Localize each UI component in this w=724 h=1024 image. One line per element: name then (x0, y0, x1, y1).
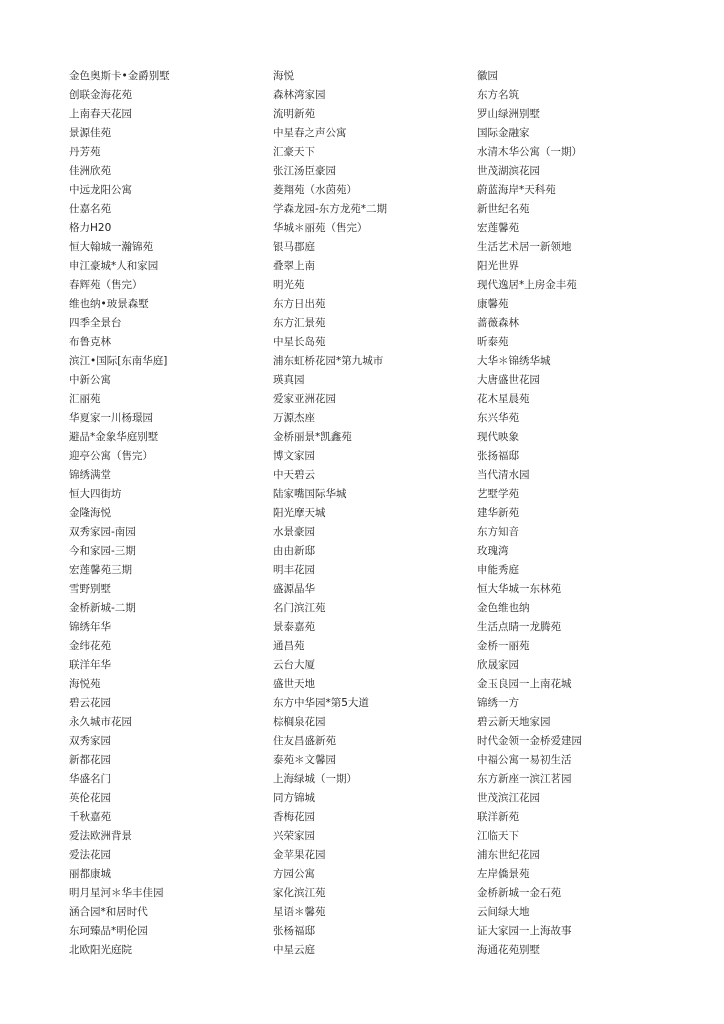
list-item: 方园公寓 (273, 868, 315, 880)
list-item: 景泰嘉苑 (273, 621, 315, 633)
list-item: 张扬福邸 (477, 450, 519, 462)
list-item: 迎亭公寓（售完） (69, 450, 153, 462)
list-item: 景源佳苑 (69, 127, 111, 139)
list-item: 江临天下 (477, 830, 519, 842)
list-item: 棕榈泉花园 (273, 716, 326, 728)
list-item: 张杨福邸 (273, 925, 315, 937)
list-item: 中星春之声公寓 (273, 127, 347, 139)
list-item: 蔷薇森林 (477, 317, 519, 329)
list-item: 大华＊锦绣华城 (477, 355, 551, 367)
list-item: 宏莲馨苑三期 (69, 564, 132, 576)
list-item: 徽园 (477, 70, 498, 82)
column-1 (69, 67, 284, 960)
list-item: 玫瑰湾 (477, 545, 509, 557)
list-item: 锦绣一方 (477, 697, 519, 709)
list-item: 同方锦城 (273, 792, 315, 804)
list-item: 泰苑＊文馨园 (273, 754, 336, 766)
list-item: 金桥丽景*凯鑫苑 (273, 431, 352, 443)
list-item: 海悦苑 (69, 678, 101, 690)
list-item: 恒大华城一东林苑 (477, 583, 561, 595)
list-item: 碧云花园 (69, 697, 111, 709)
list-item: 星语＊馨苑 (273, 906, 326, 918)
list-item: 证大家园一上海故事 (477, 925, 572, 937)
list-item: 爱法花园 (69, 849, 111, 861)
list-item: 上南春天花园 (69, 108, 132, 120)
list-item: 新都花园 (69, 754, 111, 766)
list-item: 东方名筑 (477, 89, 519, 101)
list-item: 新世纪名苑 (477, 203, 530, 215)
list-item: 水清木华公寓（一期） (477, 146, 582, 158)
list-item: 上海绿城（一期） (273, 773, 357, 785)
list-item: 香梅花园 (273, 811, 315, 823)
list-item: 昕泰苑 (477, 336, 509, 348)
list-item: 生活艺术居一新领地 (477, 241, 572, 253)
list-item: 流明新苑 (273, 108, 315, 120)
list-item: 金苹果花园 (273, 849, 326, 861)
list-item: 中新公寓 (69, 374, 111, 386)
list-item: 陆家嘴国际华城 (273, 488, 347, 500)
list-item: 世茂湖滨花园 (477, 165, 540, 177)
list-item: 东方知音 (477, 526, 519, 538)
list-item: 海悦 (273, 70, 294, 82)
list-item: 东珂臻品*明伦园 (69, 925, 148, 937)
list-item: 金桥一丽苑 (477, 640, 530, 652)
list-item: 中星长岛苑 (273, 336, 326, 348)
list-item: 东方新座一滨江茗园 (477, 773, 572, 785)
list-item: 恒大四街坊 (69, 488, 122, 500)
list-item: 四季全景台 (69, 317, 122, 329)
list-item: 中福公寓一易初生活 (477, 754, 572, 766)
list-item: 森林湾家园 (273, 89, 326, 101)
list-item: 叠翠上南 (273, 260, 315, 272)
list-item: 雪野别墅 (69, 583, 111, 595)
list-item: 蔚蓝海岸*天科苑 (477, 184, 556, 196)
list-item: 水景豪园 (273, 526, 315, 538)
list-item: 金隆海悦 (69, 507, 111, 519)
list-item: 避品*金象华庭别墅 (69, 431, 159, 443)
list-item: 格力H20 (69, 222, 112, 234)
list-item: 永久城市花园 (69, 716, 132, 728)
list-item: 世茂滨江花园 (477, 792, 540, 804)
list-item: 兴荣家园 (273, 830, 315, 842)
column-3 (477, 67, 692, 960)
list-item: 由由新邸 (273, 545, 315, 557)
list-item: 左岸僑景苑 (477, 868, 530, 880)
list-item: 当代清水园 (477, 469, 530, 481)
list-item: 国际金融家 (477, 127, 530, 139)
list-item: 时代金领一金桥爱建园 (477, 735, 582, 747)
column-2 (273, 67, 488, 960)
list-item: 汇丽苑 (69, 393, 101, 405)
list-item: 中远龙阳公寓 (69, 184, 132, 196)
list-item: 汇豪天下 (273, 146, 315, 158)
list-item: 中天碧云 (273, 469, 315, 481)
list-item: 布鲁克林 (69, 336, 111, 348)
list-item: 学森龙园-东方龙苑*二期 (273, 203, 388, 215)
list-item: 盛世天地 (273, 678, 315, 690)
list-item: 丹芳苑 (69, 146, 101, 158)
list-item: 金玉良园一上南花城 (477, 678, 572, 690)
list-item: 生活点睛一龙腾苑 (477, 621, 561, 633)
list-item: 张江汤臣豪园 (273, 165, 336, 177)
list-item: 金纬花苑 (69, 640, 111, 652)
list-item: 欣晟家园 (477, 659, 519, 671)
list-item: 瑛真园 (273, 374, 305, 386)
list-item: 海通花苑别墅 (477, 944, 540, 956)
list-item: 联洋年华 (69, 659, 111, 671)
list-item: 阳光世界 (477, 260, 519, 272)
list-item: 云台大厦 (273, 659, 315, 671)
list-item: 现代逸居*上房金丰苑 (477, 279, 577, 291)
list-item: 银马郡庭 (273, 241, 315, 253)
list-item: 申江豪城*人和家园 (69, 260, 159, 272)
list-item: 罗山绿洲别墅 (477, 108, 540, 120)
list-item: 现代映象 (477, 431, 519, 443)
list-item: 今和家园-三期 (69, 545, 136, 557)
list-item: 金桥新城一金石苑 (477, 887, 561, 899)
list-item: 佳洲欣苑 (69, 165, 111, 177)
list-item: 碧云新天地家园 (477, 716, 551, 728)
list-item: 建华新苑 (477, 507, 519, 519)
list-item: 东兴华苑 (477, 412, 519, 424)
list-item: 浦东世纪花园 (477, 849, 540, 861)
list-item: 住友昌盛新苑 (273, 735, 336, 747)
list-item: 明月星河＊华丰佳园 (69, 887, 164, 899)
list-item: 华夏家一川杨璟园 (69, 412, 153, 424)
list-item: 云间绿大地 (477, 906, 530, 918)
list-item: 阳光摩天城 (273, 507, 326, 519)
list-item: 东方中华园*第5大道 (273, 697, 369, 709)
list-item: 浦东虹桥花园*第九城市 (273, 355, 384, 367)
list-item: 菱翔苑（水茵苑） (273, 184, 357, 196)
list-item: 通昌苑 (273, 640, 305, 652)
list-item: 申能秀庭 (477, 564, 519, 576)
list-item: 名门滨江苑 (273, 602, 326, 614)
list-item: 华城＊丽苑（售完） (273, 222, 368, 234)
list-item: 爱法欧洲背景 (69, 830, 132, 842)
list-item: 联洋新苑 (477, 811, 519, 823)
list-item: 恒大翰城一瀚锦苑 (69, 241, 153, 253)
list-item: 维也纳•玻景森墅 (69, 298, 149, 310)
list-item: 英伦花园 (69, 792, 111, 804)
list-item: 东方日出苑 (273, 298, 326, 310)
list-item: 爱家亚洲花园 (273, 393, 336, 405)
list-item: 明丰花园 (273, 564, 315, 576)
list-item: 金桥新城-二期 (69, 602, 136, 614)
list-item: 滨江•国际[东南华庭] (69, 355, 168, 367)
list-item: 创联金海花苑 (69, 89, 132, 101)
list-item: 宏莲馨苑 (477, 222, 519, 234)
list-item: 大唐盛世花园 (477, 374, 540, 386)
list-item: 金色维也纳 (477, 602, 530, 614)
list-item: 丽都康城 (69, 868, 111, 880)
list-item: 康馨苑 (477, 298, 509, 310)
list-item: 东方汇景苑 (273, 317, 326, 329)
list-item: 锦绣满堂 (69, 469, 111, 481)
list-item: 涵合园*和居时代 (69, 906, 148, 918)
list-item: 华盛名门 (69, 773, 111, 785)
list-item: 双秀家园-南园 (69, 526, 136, 538)
list-item: 北欧阳光庭院 (69, 944, 132, 956)
list-item: 中星云庭 (273, 944, 315, 956)
list-item: 盛源晶华 (273, 583, 315, 595)
list-item: 仕嘉名苑 (69, 203, 111, 215)
list-item: 金色奥斯卡•金爵别墅 (69, 70, 170, 82)
list-item: 家化滨江苑 (273, 887, 326, 899)
list-item: 锦绣年华 (69, 621, 111, 633)
list-item: 艺墅学苑 (477, 488, 519, 500)
list-item: 博文家园 (273, 450, 315, 462)
list-item: 千秋嘉苑 (69, 811, 111, 823)
list-item: 双秀家园 (69, 735, 111, 747)
list-item: 花木星晨苑 (477, 393, 530, 405)
list-item: 明光苑 (273, 279, 305, 291)
list-item: 万源杰座 (273, 412, 315, 424)
list-item: 春辉苑（售完） (69, 279, 143, 291)
